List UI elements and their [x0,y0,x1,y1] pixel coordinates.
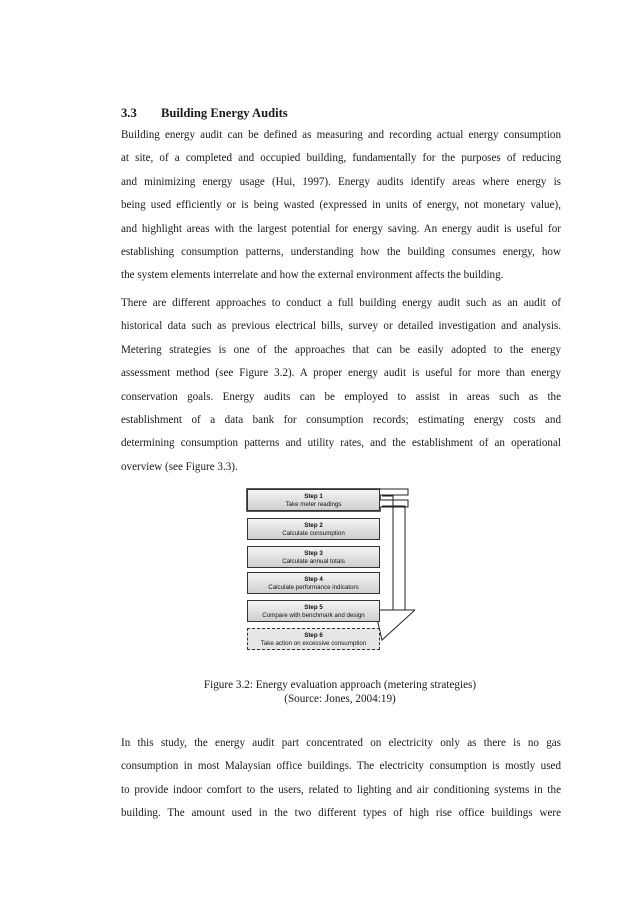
flow-step-2 [247,518,380,540]
metering-flow-diagram [245,488,415,658]
step-title: Step 5 [304,604,323,611]
paragraph-line: Metering strategies is one of the approaches that can be easily adopted to the energy [121,343,561,356]
paragraph-line: determining consumption patterns and utility rates, and the establishment of an operational [121,437,561,450]
step-text: Take action on excessive consumption [260,640,367,647]
section-heading [121,106,288,121]
step-title: Step 1 [304,493,323,500]
paragraph-line: overview (see Figure 3.3). [121,460,238,473]
step-text: Calculate annual totals [282,558,345,565]
step-title: Step 4 [304,576,323,583]
step-text: Calculate consumption [282,530,345,537]
section-number: 3.3 [121,106,137,120]
step-title: Step 3 [304,550,323,557]
step-text: Compare with benchmark and design [262,612,365,619]
flow-step-1 [247,489,380,511]
paragraph-line: There are different approaches to conduct a full building energy audit such as an audit of [121,297,561,309]
paragraph-line: the system elements interrelate and how the external environment affects the building. [121,269,504,282]
figure-source: (Source: Jones, 2004:19) [284,693,396,705]
step-title: Step 2 [304,522,323,529]
paragraph-line: In this study, the energy audit part concentrated on electricity only as there is no gas [121,737,561,749]
paragraph-line: assessment method (see Figure 3.2). A proper energy audit is useful for more than energy [121,367,561,380]
step-text: Take meter readings [285,501,342,508]
paragraph-line: being used efficiently or is being wasted (expressed in units of energy, not monetary value), [121,199,561,212]
paragraph-line: to provide indoor comfort to the users, related to lighting and air conditioning systems in the [121,783,561,796]
paragraph-line: and minimizing energy usage (Hui, 1997). Energy audits identify areas where energy is [121,175,561,188]
flow-step-3 [247,546,380,568]
flow-step-6 [247,628,380,650]
flow-step-4 [247,572,380,594]
flow-step-5 [247,600,380,622]
paragraph-line: establishment of a data bank for consumption records; estimating energy costs and [121,414,561,427]
paragraph-2 [121,292,561,479]
paragraph-line: and highlight areas with the largest potential for energy saving. An energy audit is useful for [121,222,561,235]
paragraph-line: historical data such as previous electrical bills, survey or detailed investigation and analysis. [121,320,561,333]
paragraph-line: building. The amount used in the two different types of high rise office buildings were [121,807,561,820]
section-title: Building Energy Audits [161,106,288,120]
paragraph-3 [121,732,561,826]
paragraph-1 [121,124,561,288]
paragraph-line: Building energy audit can be defined as measuring and recording actual energy consumption [121,129,561,141]
step-title: Step 6 [304,632,323,639]
paragraph-line: at site, of a completed and occupied building, fundamentally for the purposes of reducing [121,152,561,165]
paragraph-line: establishing consumption patterns, understanding how the building consumes energy, how [121,246,561,259]
paragraph-line: consumption in most Malaysian office buildings. The electricity consumption is mostly used [121,760,561,773]
figure-caption: Figure 3.2: Energy evaluation approach (metering strategies) [203,679,477,691]
step-text: Calculate performance indicators [268,584,359,591]
paragraph-line: conservation goals. Energy audits can be employed to assist in areas such as the [121,390,561,403]
